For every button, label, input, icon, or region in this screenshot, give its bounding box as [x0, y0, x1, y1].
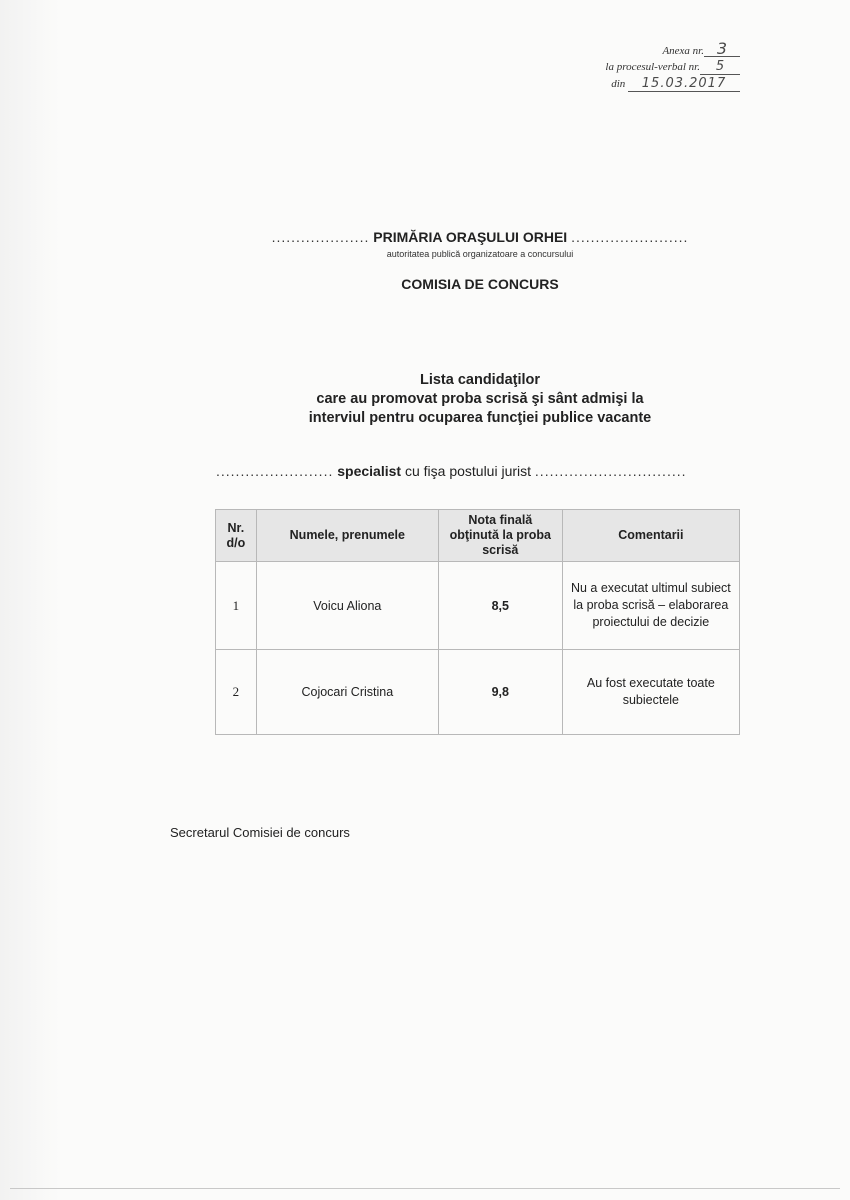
- proces-verbal-number-handwritten: 5: [700, 60, 740, 75]
- row-comment: Au fost executate toate subiectele: [562, 650, 739, 735]
- row-nr: 1: [216, 562, 257, 650]
- annex-label: Anexa nr.: [662, 45, 704, 57]
- header-name: Numele, prenumele: [256, 510, 438, 562]
- proces-verbal-line: [540, 59, 740, 76]
- annex-block: [540, 39, 740, 93]
- table-row: [216, 650, 740, 735]
- annex-number-line: [540, 39, 740, 59]
- list-title-line-2: care au promovat proba scrisă şi sânt admişi la: [316, 391, 644, 407]
- row-grade: 9,8: [438, 650, 562, 735]
- page-bottom-rule: [10, 1188, 840, 1189]
- table-row: [216, 562, 740, 650]
- date-label: din: [611, 78, 626, 90]
- position-dots-right: ...............................: [534, 463, 687, 479]
- scan-edge-shadow: [0, 0, 60, 1200]
- list-title-line-1: Lista candidaţilor: [419, 372, 541, 388]
- header-grade: Nota finală obţinută la proba scrisă: [438, 510, 562, 562]
- position-role: specialist: [337, 463, 402, 479]
- organization-name: PRIMĂRIA ORAŞULUI ORHEI: [373, 229, 568, 245]
- position-description: cu fişa postului jurist: [404, 463, 532, 479]
- annex-number-handwritten: 3: [704, 42, 740, 57]
- list-title: [0, 371, 850, 428]
- position-dots-left: ........................: [216, 463, 334, 479]
- organization-subtitle: autoritatea publică organizatoare a concursului: [386, 249, 574, 259]
- date-line: [540, 76, 740, 93]
- secretary-signature-label: Secretarul Comisiei de concurs: [170, 825, 350, 840]
- row-name: Voicu Aliona: [256, 562, 438, 650]
- row-nr: 2: [216, 650, 257, 735]
- header-nr: Nr. d/o: [216, 510, 257, 562]
- organization-line: [0, 229, 850, 245]
- row-comment: Nu a executat ultimul subiect la proba scrisă – elaborarea proiectului de decizie: [562, 562, 739, 650]
- commission-heading: COMISIA DE CONCURS: [401, 276, 559, 292]
- candidates-table: [215, 509, 740, 735]
- position-line: [216, 463, 756, 479]
- row-grade: 8,5: [438, 562, 562, 650]
- org-dots-left: ....................: [271, 229, 370, 245]
- header-comment: Comentarii: [562, 510, 739, 562]
- row-name: Cojocari Cristina: [256, 650, 438, 735]
- date-handwritten: 15.03.2017: [628, 77, 740, 92]
- table-header-row: [216, 510, 740, 562]
- list-title-line-3: interviul pentru ocuparea funcţiei publice vacante: [308, 410, 652, 426]
- proces-verbal-label: la procesul-verbal nr.: [605, 61, 700, 73]
- org-dots-right: ........................: [571, 229, 689, 245]
